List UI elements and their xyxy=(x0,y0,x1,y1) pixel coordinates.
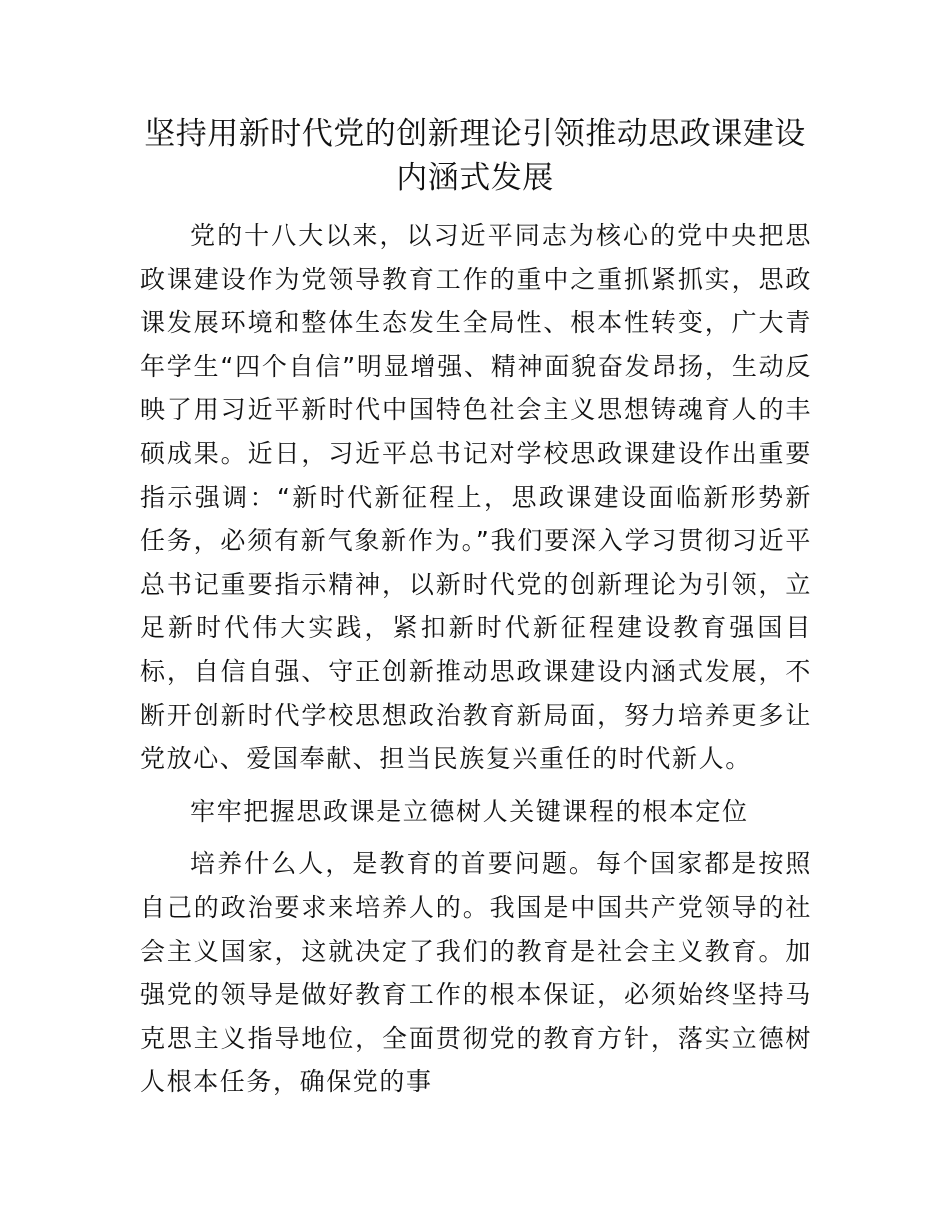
section-paragraph: 培养什么人，是教育的首要问题。每个国家都是按照自己的政治要求来培养人的。我国是中国共产党领导的社会主义国家，这就决定了我们的教育是社会主义教育。加强党的领导是做好教育工作的根本保证，必须始终坚持马克思主义指导地位，全面贯彻党的教育方针，落实立德树人根本任务，确保党的事 xyxy=(140,849,812,1097)
document-title: 坚持用新时代党的创新理论引领推动思政课建设内涵式发展 xyxy=(144,116,806,196)
intro-paragraph: 党的十八大以来，以习近平同志为核心的党中央把思政课建设作为党领导教育工作的重中之重抓紧抓实，思政课发展环境和整体生态发生全局性、根本性转变，广大青年学生“四个自信”明显增强、精神面貌奋发昂扬，生动反映了用习近平新时代中国特色社会主义思想铸魂育人的丰硕成果。近日，习近平总书记对学校思政课建设作出重要指示强调：“新时代新征程上，思政课建设面临新形势新任务，必须有新气象新作为。”我们要深入学习贯彻习近平总书记重要指示精神，以新时代党的创新理论为引领，立足新时代伟大实践，紧扣新时代新征程建设教育强国目标，自信自强、守正创新推动思政课建设内涵式发展，不断开创新时代学校思想政治教育新局面，努力培养更多让党放心、爱国奉献、担当民族复兴重任的时代新人。 xyxy=(140,221,812,774)
section-heading: 牢牢把握思政课是立德树人关键课程的根本定位 xyxy=(190,796,749,826)
document-body xyxy=(140,214,812,1104)
